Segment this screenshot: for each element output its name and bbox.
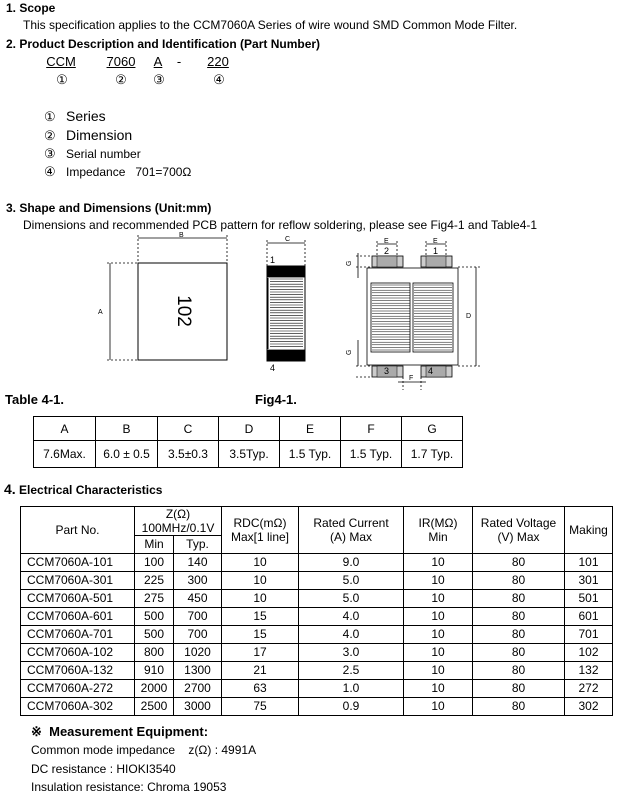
dim-header: D	[219, 417, 280, 441]
pin-label-4: 4	[428, 366, 434, 376]
value-cell: 102	[565, 644, 613, 662]
pn-serial: A	[153, 54, 163, 69]
value-cell: 701	[565, 626, 613, 644]
part-number-cell: CCM7060A-102	[21, 644, 135, 662]
pin-label-4-side: 4	[270, 363, 276, 373]
pad-hatching	[372, 256, 452, 377]
dim-value: 1.5 Typ.	[280, 441, 341, 468]
marker-4: ④	[213, 72, 225, 87]
table-row	[21, 626, 613, 644]
measurement-line-2: DC resistance : HIOKI3540	[31, 762, 176, 776]
dim-header: E	[280, 417, 341, 441]
table-row	[21, 662, 613, 680]
dim-value: 3.5Typ.	[219, 441, 280, 468]
value-cell: 80	[473, 590, 565, 608]
value-cell: 300	[174, 572, 222, 590]
electrical-rows	[21, 554, 613, 716]
value-cell: 10	[404, 626, 473, 644]
value-cell: 5.0	[299, 590, 404, 608]
value-cell: 15	[222, 626, 299, 644]
value-cell: 80	[473, 608, 565, 626]
part-number-cell: CCM7060A-601	[21, 608, 135, 626]
dim-value: 7.6Max.	[34, 441, 96, 468]
value-cell: 10	[222, 590, 299, 608]
shape-text: Dimensions and recommended PCB pattern for reflow soldering, please see Fig4-1 and Table4-1	[23, 218, 538, 232]
dim-header: A	[34, 417, 96, 441]
value-cell: 2500	[135, 698, 174, 716]
value-cell: 80	[473, 626, 565, 644]
col-current: Rated Current (A) Max	[299, 507, 404, 554]
value-cell: 2.5	[299, 662, 404, 680]
measurement-line-3: Insulation resistance: Chroma 19053	[31, 780, 227, 794]
value-cell: 10	[404, 590, 473, 608]
value-cell: 80	[473, 572, 565, 590]
table-row	[21, 572, 613, 590]
solder-pad	[377, 256, 397, 267]
dim-label-f: F	[409, 375, 414, 382]
dim-header: G	[402, 417, 463, 441]
pn-series: CCM	[46, 54, 76, 69]
part-number-cell: CCM7060A-132	[21, 662, 135, 680]
legend-impedance: ④ Impedance 701=700Ω	[44, 164, 192, 179]
value-cell: 132	[565, 662, 613, 680]
dim-label-c: C	[285, 236, 291, 243]
marker-2: ②	[115, 72, 127, 87]
value-cell: 10	[404, 698, 473, 716]
dim-value: 3.5±0.3	[158, 441, 219, 468]
part-number-cell: CCM7060A-501	[21, 590, 135, 608]
value-cell: 2700	[174, 680, 222, 698]
bottom-view	[356, 241, 480, 390]
dimension-figure	[0, 230, 630, 390]
col-ir: IR(MΩ) Min	[404, 507, 473, 554]
value-cell: 10	[404, 572, 473, 590]
shape-heading: 3. Shape and Dimensions (Unit:mm)	[6, 201, 212, 215]
value-cell: 63	[222, 680, 299, 698]
marker-1: ①	[56, 72, 68, 87]
col-part: Part No.	[21, 507, 135, 554]
dim-header: C	[158, 417, 219, 441]
product-heading: 2. Product Description and Identification (Part Number)	[6, 37, 321, 51]
value-cell: 302	[565, 698, 613, 716]
value-cell: 0.9	[299, 698, 404, 716]
value-cell: 3000	[174, 698, 222, 716]
dim-value: 1.5 Typ.	[341, 441, 402, 468]
value-cell: 80	[473, 662, 565, 680]
value-cell: 10	[404, 554, 473, 572]
electrical-heading: 4. Electrical Characteristics	[4, 481, 163, 497]
fig41-title: Fig4-1.	[255, 392, 297, 407]
marker-3: ③	[153, 72, 165, 87]
measurement-line-1: Common mode impedance z(Ω) : 4991A	[31, 743, 257, 757]
table-row	[21, 590, 613, 608]
dim-header: B	[96, 417, 158, 441]
col-impedance: Z(Ω) 100MHz/0.1V	[135, 507, 222, 536]
dim-label-e2: E	[433, 238, 438, 245]
value-cell: 225	[135, 572, 174, 590]
value-cell: 10	[404, 644, 473, 662]
legend-serial: ③ Serial number	[44, 146, 141, 161]
part-number-cell: CCM7060A-272	[21, 680, 135, 698]
value-cell: 80	[473, 644, 565, 662]
dim-label-a: A	[98, 309, 103, 316]
part-number-cell: CCM7060A-301	[21, 572, 135, 590]
value-cell: 700	[174, 608, 222, 626]
table-row	[21, 644, 613, 662]
pn-dimension: 7060	[106, 54, 136, 69]
dim-value: 6.0 ± 0.5	[96, 441, 158, 468]
table-row	[21, 698, 613, 716]
table-row	[21, 608, 613, 626]
value-cell: 80	[473, 680, 565, 698]
pn-impedance: 220	[207, 54, 229, 69]
value-cell: 450	[174, 590, 222, 608]
value-cell: 301	[565, 572, 613, 590]
table-row	[21, 680, 613, 698]
dim-label-d: D	[466, 313, 472, 320]
value-cell: 10	[404, 662, 473, 680]
col-voltage: Rated Voltage (V) Max	[473, 507, 565, 554]
value-cell: 10	[404, 608, 473, 626]
value-cell: 501	[565, 590, 613, 608]
table-row	[21, 554, 613, 572]
value-cell: 3.0	[299, 644, 404, 662]
value-cell: 1.0	[299, 680, 404, 698]
col-z-min: Min	[135, 536, 174, 554]
scope-heading: 1. Scope	[6, 1, 56, 15]
measurement-title: ※ Measurement Equipment:	[31, 724, 209, 739]
col-rdc: RDC(mΩ) Max[1 line]	[222, 507, 299, 554]
pin-label-2: 2	[384, 246, 390, 256]
dim-value: 1.7 Typ.	[402, 441, 463, 468]
value-cell: 1300	[174, 662, 222, 680]
table41-title: Table 4-1.	[5, 392, 65, 407]
value-cell: 10	[222, 554, 299, 572]
dim-label-b: B	[179, 232, 184, 239]
dim-label-g2: G	[346, 349, 353, 355]
value-cell: 10	[404, 680, 473, 698]
value-cell: 140	[174, 554, 222, 572]
value-cell: 601	[565, 608, 613, 626]
value-cell: 910	[135, 662, 174, 680]
top-view	[107, 235, 227, 360]
value-cell: 101	[565, 554, 613, 572]
solder-pad	[426, 256, 446, 267]
side-winding	[270, 279, 303, 347]
dimension-table	[33, 416, 463, 468]
col-marking: Making	[565, 507, 613, 554]
col-z-typ: Typ.	[174, 536, 222, 554]
legend-dimension: ② Dimension	[44, 127, 133, 143]
legend-series: ① Series	[44, 108, 106, 124]
value-cell: 5.0	[299, 572, 404, 590]
value-cell: 500	[135, 608, 174, 626]
value-cell: 100	[135, 554, 174, 572]
pin-label-3: 3	[384, 366, 390, 376]
part-number-cell: CCM7060A-101	[21, 554, 135, 572]
pin-label-1-side: 1	[270, 255, 276, 265]
value-cell: 21	[222, 662, 299, 680]
value-cell: 10	[222, 572, 299, 590]
electrical-table	[20, 506, 613, 716]
value-cell: 80	[473, 698, 565, 716]
value-cell: 1020	[174, 644, 222, 662]
dim-label-g1: G	[346, 260, 353, 266]
pin-label-1: 1	[433, 246, 439, 256]
scope-text: This specification applies to the CCM7060A Series of wire wound SMD Common Mode Filter.	[23, 18, 518, 32]
value-cell: 800	[135, 644, 174, 662]
marking-text: 102	[172, 295, 194, 327]
value-cell: 17	[222, 644, 299, 662]
value-cell: 700	[174, 626, 222, 644]
pn-dash: -	[176, 54, 182, 69]
value-cell: 4.0	[299, 608, 404, 626]
value-cell: 500	[135, 626, 174, 644]
part-number-cell: CCM7060A-701	[21, 626, 135, 644]
value-cell: 75	[222, 698, 299, 716]
part-number-cell: CCM7060A-302	[21, 698, 135, 716]
value-cell: 275	[135, 590, 174, 608]
value-cell: 4.0	[299, 626, 404, 644]
dim-label-e1: E	[384, 238, 389, 245]
value-cell: 9.0	[299, 554, 404, 572]
value-cell: 80	[473, 554, 565, 572]
dim-header: F	[341, 417, 402, 441]
value-cell: 2000	[135, 680, 174, 698]
value-cell: 15	[222, 608, 299, 626]
value-cell: 272	[565, 680, 613, 698]
